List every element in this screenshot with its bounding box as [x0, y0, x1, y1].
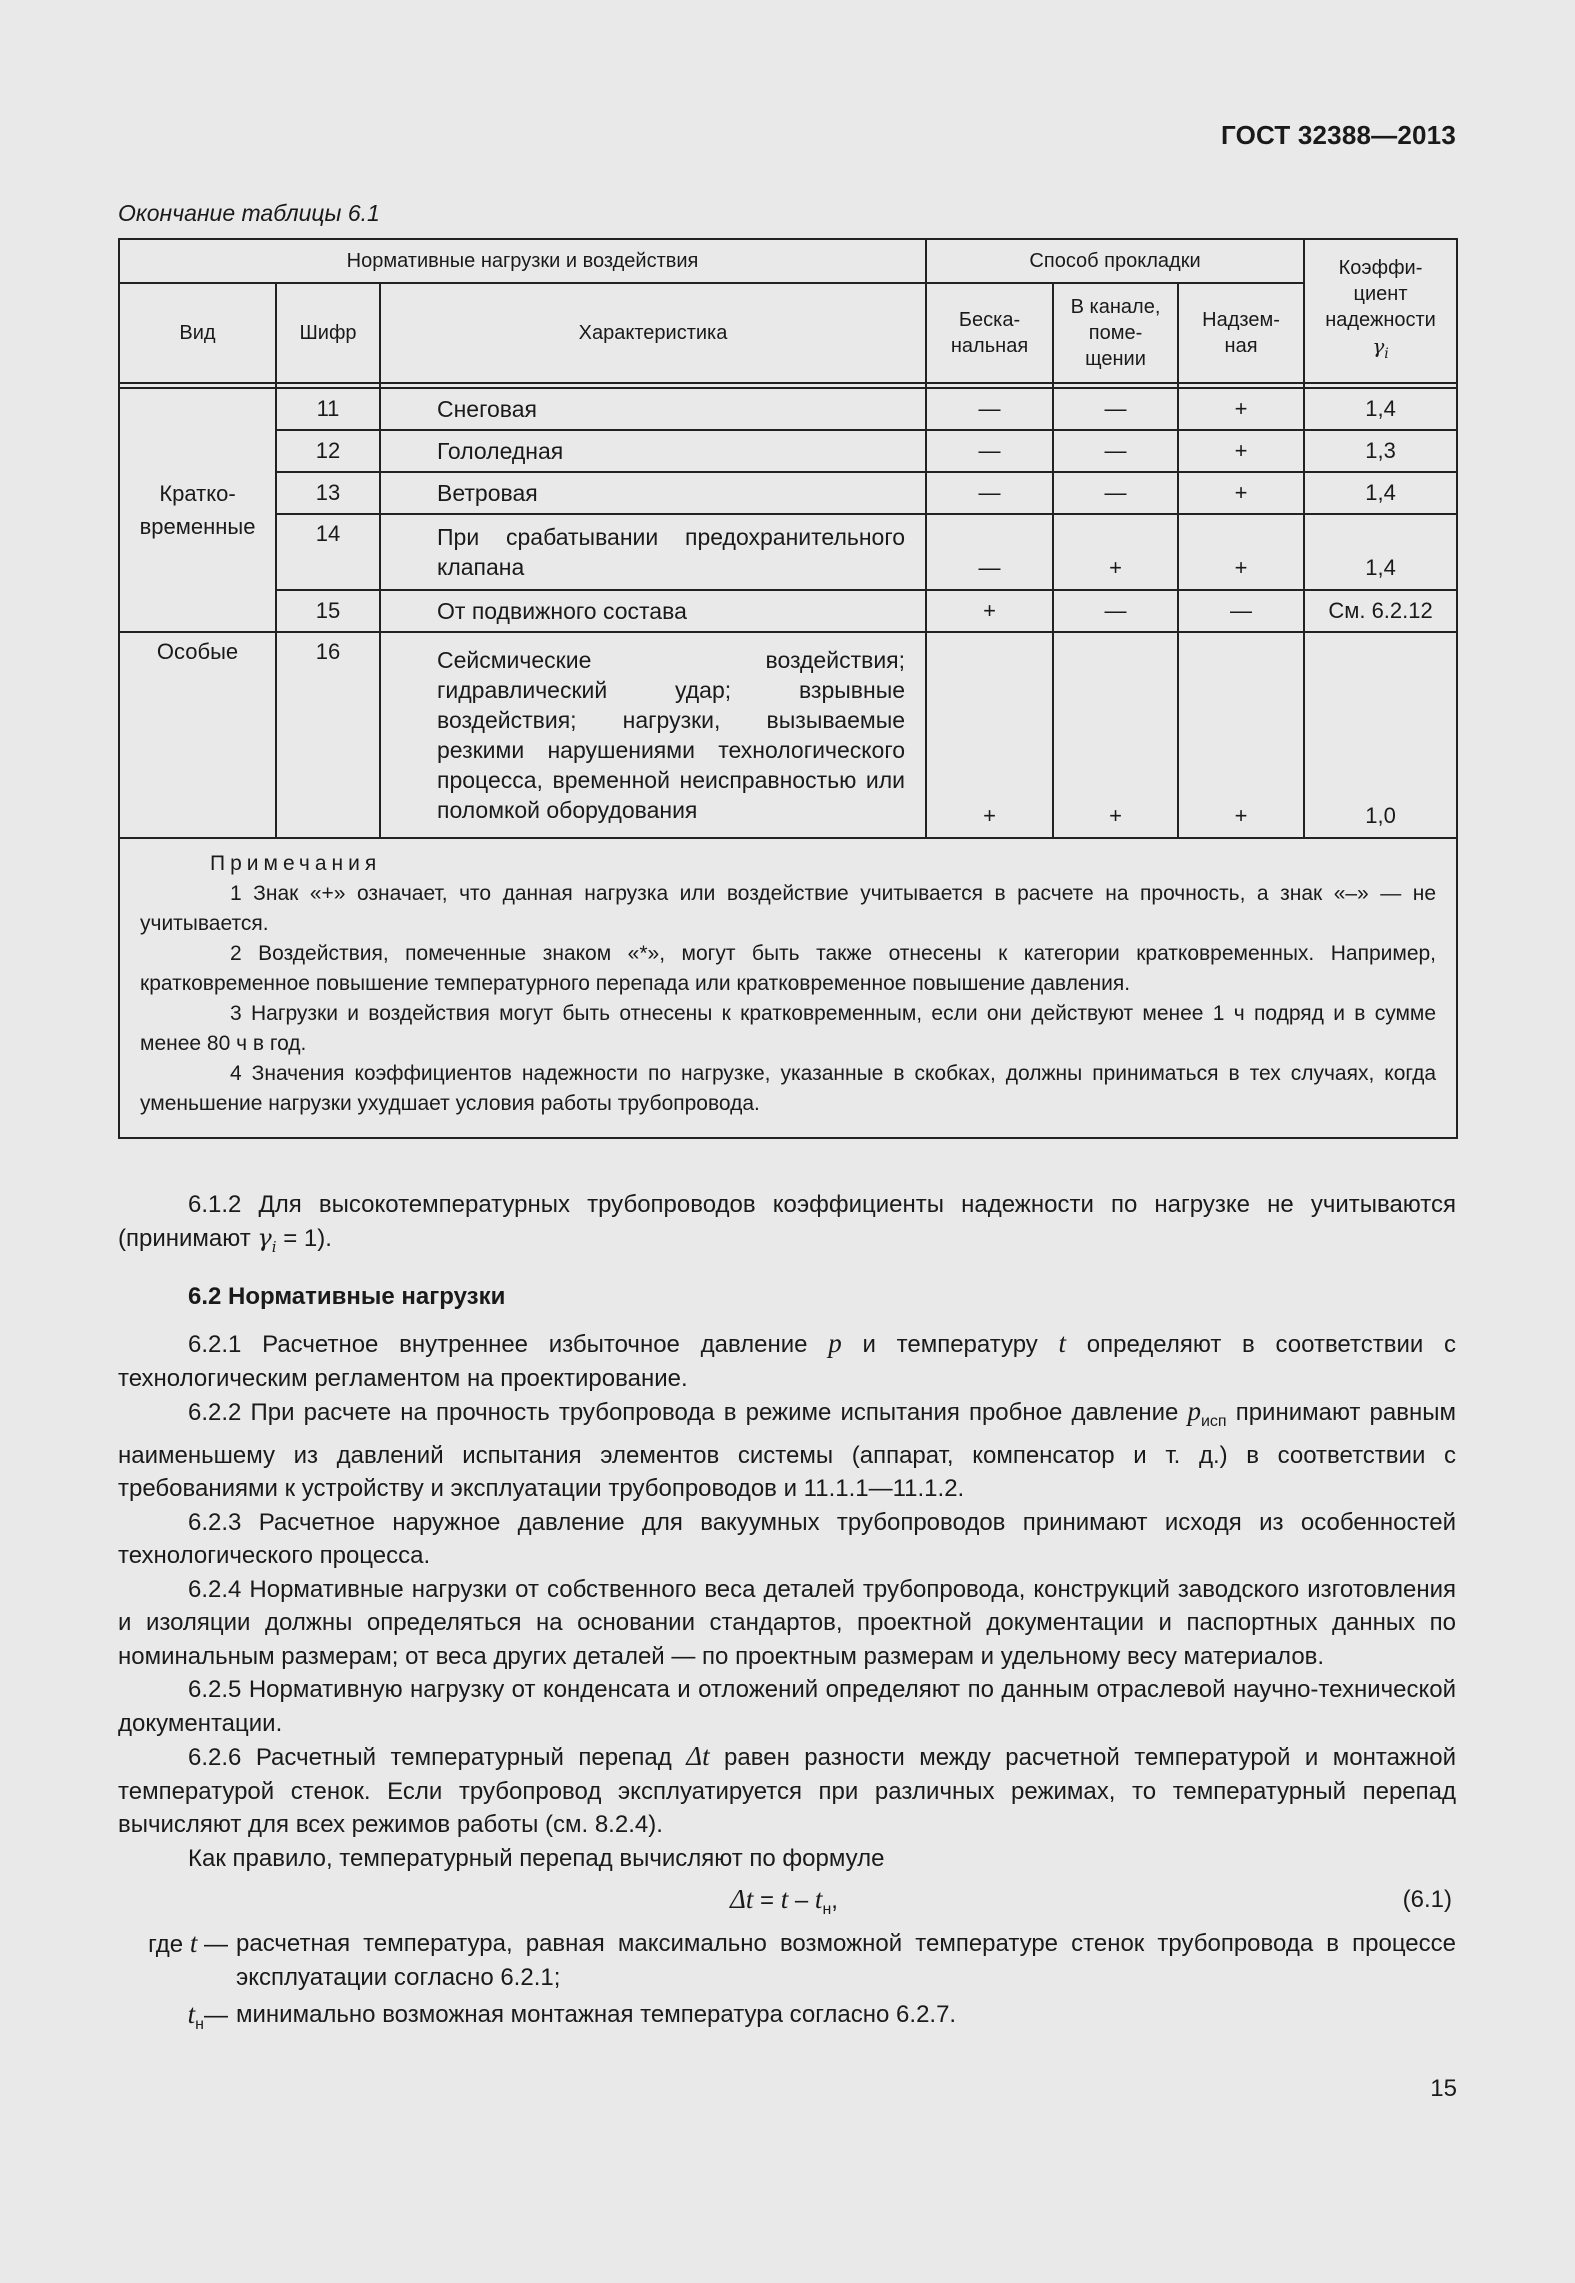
- overground-cell: +: [1178, 514, 1304, 590]
- header-kind: Вид: [119, 283, 276, 383]
- var-delta-t: Δt: [730, 1884, 754, 1915]
- var-t: t: [189, 1928, 198, 1959]
- code-cell: 15: [276, 590, 380, 632]
- page-number: 15: [1430, 2075, 1457, 2102]
- code-cell: 16: [276, 632, 380, 838]
- text-run: 6.1.2 Для высокотемпературных трубопроводов коэффициенты надежности по нагрузке не учитываются (принимают: [118, 1191, 1456, 1252]
- characteristic-cell: Гололедная: [380, 430, 926, 472]
- paragraph-6-1-2: [118, 1188, 1456, 1264]
- channelless-cell: —: [926, 430, 1053, 472]
- paragraph-6-2-3: 6.2.3 Расчетное наружное давление для вакуумных трубопроводов принимают исходя из особенностей технологического процесса.: [118, 1508, 1456, 1570]
- text-run: ,: [831, 1887, 838, 1915]
- gamma-subscript: i: [271, 1237, 277, 1256]
- gamma-symbol: γ: [1372, 334, 1385, 358]
- text-run: =: [753, 1887, 781, 1915]
- characteristic-cell: Снеговая: [380, 388, 926, 430]
- coefficient-cell: 1,0: [1304, 632, 1457, 838]
- header-characteristic: Характеристика: [380, 283, 926, 383]
- in-channel-cell: +: [1053, 514, 1178, 590]
- text-run: –: [788, 1887, 815, 1915]
- standard-number: ГОСТ 32388—2013: [1221, 120, 1456, 150]
- table-row: [119, 388, 1457, 430]
- header-in-channel: В канале, поме-щении: [1053, 283, 1178, 383]
- gamma-symbol: γ: [257, 1223, 272, 1252]
- text-run: принимают равным наименьшему из давлений испытания элементов системы (аппарат, компенсатор и т. д.) в соответствии с требованиями к устройству и эксплуатации трубопроводов и 11.1.1—11.1.2.: [118, 1399, 1456, 1503]
- text-run: где: [148, 1931, 184, 1959]
- where-text: расчетная температура, равная максимально возможной температуре стенок трубопровода в процессе эксплуатации согласно 6.2.1;: [236, 1930, 1456, 1991]
- code-cell: 13: [276, 472, 380, 514]
- text-run: —: [197, 1931, 228, 1959]
- table-caption: Окончание таблицы 6.1: [118, 200, 380, 226]
- channelless-cell: —: [926, 388, 1053, 430]
- text-run: 6.2.1 Расчетное внутреннее избыточное давление: [188, 1331, 829, 1359]
- overground-cell: +: [1178, 388, 1304, 430]
- header-coefficient: [1304, 239, 1457, 383]
- var-delta-t: Δt: [686, 1741, 710, 1772]
- notes-block: [119, 838, 1457, 1138]
- in-channel-cell: —: [1053, 388, 1178, 430]
- header-loads-group: Нормативные нагрузки и воздействия: [119, 239, 926, 283]
- channelless-cell: +: [926, 632, 1053, 838]
- subscript: н: [822, 1900, 832, 1918]
- paragraph-6-2-5: 6.2.5 Нормативную нагрузку от конденсата и отложений определяют по данным отраслевой научно-технической документации.: [118, 1676, 1456, 1737]
- characteristic-cell: Ветровая: [380, 472, 926, 514]
- kind-cell: Особые: [119, 632, 276, 838]
- formula: [730, 1883, 838, 1926]
- where-item: [118, 1927, 1456, 1994]
- code-cell: 12: [276, 430, 380, 472]
- characteristic-cell: От подвижного состава: [380, 590, 926, 632]
- header-coefficient-label: Коэффи-циент надежности: [1325, 257, 1436, 331]
- coefficient-cell: 1,4: [1304, 388, 1457, 430]
- note-item: 3 Нагрузки и воздействия могут быть отнесены к кратковременным, если они действуют менее 1 ч подряд и в сумме менее 80 ч в год.: [140, 1002, 1437, 1055]
- table-row: [119, 632, 1457, 838]
- body-text: [118, 1188, 1456, 2041]
- header-code: Шифр: [276, 283, 380, 383]
- coefficient-cell: 1,4: [1304, 514, 1457, 590]
- header-method-group: Способ прокладки: [926, 239, 1304, 283]
- channelless-cell: +: [926, 590, 1053, 632]
- where-symbol: [118, 1998, 236, 2041]
- text-run: и температуру: [841, 1331, 1059, 1359]
- coefficient-cell: 1,3: [1304, 430, 1457, 472]
- overground-cell: +: [1178, 430, 1304, 472]
- gamma-subscript: i: [1384, 346, 1389, 362]
- characteristic-cell: При срабатывании предохранительного клапана: [380, 514, 926, 590]
- subscript: исп: [1200, 1413, 1227, 1431]
- table-row: [119, 590, 1457, 632]
- in-channel-cell: —: [1053, 590, 1178, 632]
- coefficient-cell: 1,4: [1304, 472, 1457, 514]
- formula-number: (6.1): [1402, 1886, 1452, 1914]
- text-run: определяют в соответствии с технологическим регламентом на проектирование.: [118, 1331, 1456, 1392]
- overground-cell: +: [1178, 472, 1304, 514]
- channelless-cell: —: [926, 472, 1053, 514]
- characteristic-cell: Сейсмические воздействия; гидравлический удар; взрывные воздействия; нагрузки, вызываемые резкими нарушениями технологического процесса, временной неисправностью или поломкой оборудования: [380, 632, 926, 838]
- text-run: —: [204, 2002, 228, 2030]
- loads-table: [118, 238, 1458, 1139]
- table-row: [119, 472, 1457, 514]
- var-t: t: [187, 1999, 196, 2030]
- formula-row: [118, 1879, 1456, 1923]
- where-text: минимально возможная монтажная температура согласно 6.2.7.: [236, 2001, 957, 2029]
- formula-intro: Как правило, температурный перепад вычисляют по формуле: [188, 1844, 885, 1872]
- note-item: 4 Значения коэффициентов надежности по нагрузке, указанные в скобках, должны приниматься в тех случаях, когда уменьшение нагрузки ухудшает условия работы трубопровода.: [140, 1062, 1437, 1115]
- where-symbol: [118, 1927, 236, 1994]
- in-channel-cell: +: [1053, 632, 1178, 838]
- var-t: t: [814, 1884, 823, 1915]
- section-heading: 6.2 Нормативные нагрузки: [188, 1282, 506, 1310]
- text-run: 6.2.6 Расчетный температурный перепад: [188, 1744, 687, 1772]
- var-t: t: [780, 1884, 789, 1915]
- paragraph-6-2-6: [118, 1740, 1456, 1842]
- text-run: = 1).: [276, 1224, 332, 1252]
- in-channel-cell: —: [1053, 472, 1178, 514]
- paragraph-6-2-2: [118, 1395, 1456, 1505]
- header-overground: Надзем-ная: [1178, 283, 1304, 383]
- code-cell: 11: [276, 388, 380, 430]
- notes-title: Примечания: [210, 852, 382, 875]
- code-cell: 14: [276, 514, 380, 590]
- in-channel-cell: —: [1053, 430, 1178, 472]
- overground-cell: +: [1178, 632, 1304, 838]
- table-row: [119, 514, 1457, 590]
- text-run: 6.2.2 При расчете на прочность трубопровода в режиме испытания пробное давление: [188, 1399, 1188, 1427]
- coefficient-cell: См. 6.2.12: [1304, 590, 1457, 632]
- paragraph-6-2-1: [118, 1327, 1456, 1395]
- notes-row: [119, 838, 1457, 1138]
- note-item: 1 Знак «+» означает, что данная нагрузка или воздействие учитывается в расчете на прочность, а знак «–» — не учитывается.: [140, 882, 1437, 935]
- where-item: [118, 1998, 1456, 2041]
- text-run: равен разности между расчетной температурой и монтажной температурой стенок. Если трубопровод эксплуатируется при различных режимах, то температурный перепад вычисляют для всех режимов работы (см. 8.2.4).: [118, 1744, 1456, 1839]
- kind-cell: Кратко-временные: [119, 388, 276, 632]
- var-p: p: [828, 1328, 842, 1359]
- overground-cell: —: [1178, 590, 1304, 632]
- channelless-cell: —: [926, 514, 1053, 590]
- note-item: 2 Воздействия, помеченные знаком «*», могут быть также отнесены к категории кратковременных. Например, кратковременное повышение температурного перепада или кратковременное повышение давления.: [140, 942, 1437, 995]
- var-p: p: [1187, 1396, 1201, 1427]
- var-t: t: [1058, 1328, 1067, 1359]
- paragraph-6-2-4: 6.2.4 Нормативные нагрузки от собственного веса деталей трубопровода, конструкций заводского изготовления и изоляции должны определяться на основании стандартов, проектной документации и паспортных данных по номинальным размерам; от веса других деталей — по проектным размерам и удельному весу материалов.: [118, 1575, 1456, 1670]
- table-row: [119, 430, 1457, 472]
- header-channelless: Беска-нальная: [926, 283, 1053, 383]
- subscript: н: [195, 2015, 204, 2033]
